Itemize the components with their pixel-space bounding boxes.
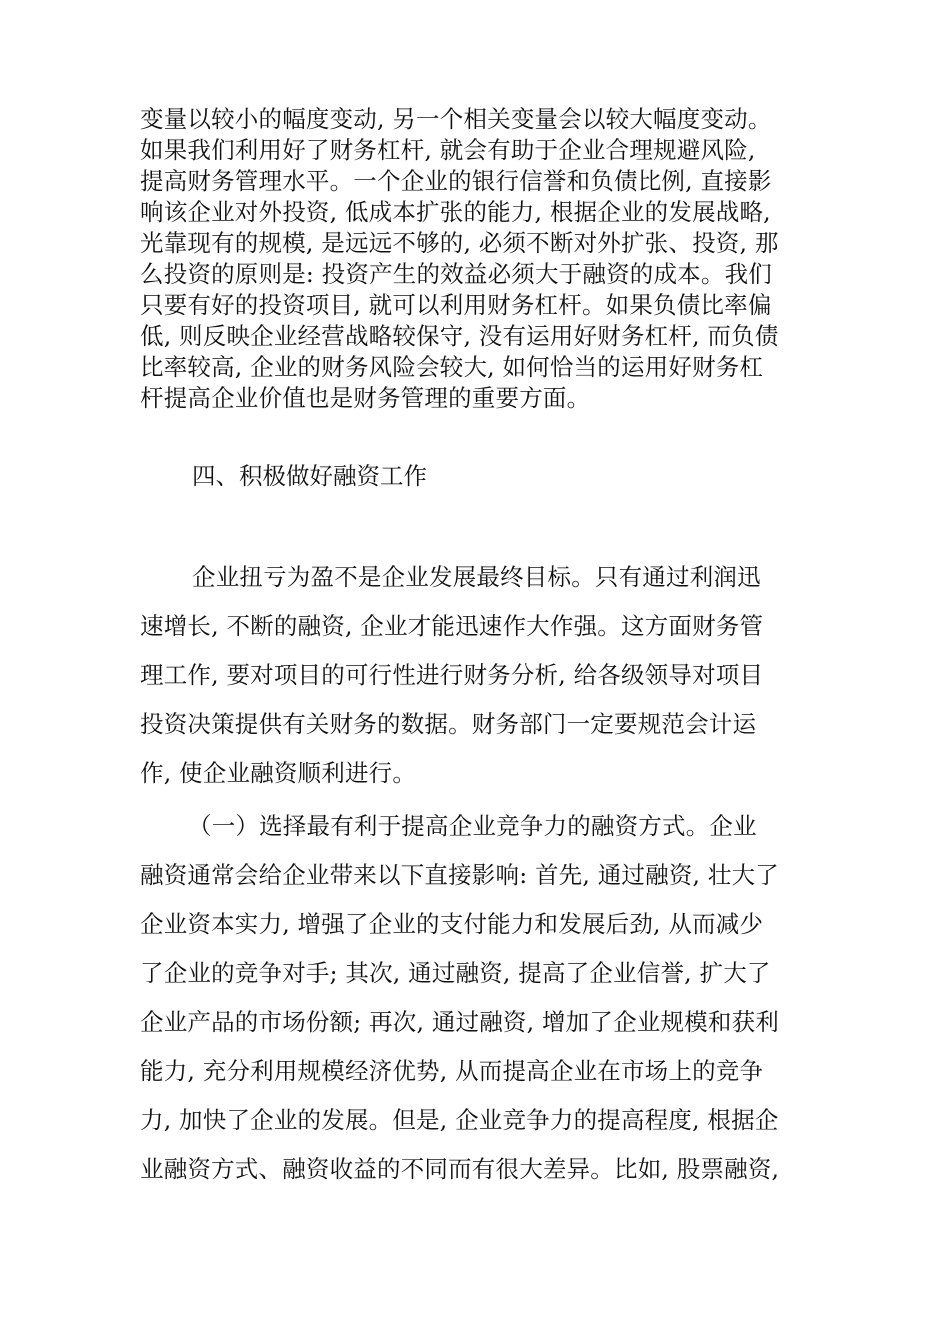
paragraph-line: （一）选择最有利于提高企业竞争力的融资方式。企业 <box>188 812 757 840</box>
paragraph-line: 如果我们利用好了财务杠杆, 就会有助于企业合理规避风险, <box>140 136 756 164</box>
paragraph-line: 只要有好的投资项目, 就可以利用财务杠杆。如果负债比率偏 <box>140 291 772 319</box>
paragraph-line: 理工作, 要对项目的可行性进行财务分析, 给各级领导对项目 <box>140 661 764 689</box>
paragraph-line: 响该企业对外投资, 低成本扩张的能力, 根据企业的发展战略, <box>140 198 771 226</box>
paragraph-line: 业融资方式、融资收益的不同而有很大差异。比如, 股票融资, <box>140 1155 780 1183</box>
paragraph-line: 比率较高, 企业的财务风险会较大, 如何恰当的运用好财务杠 <box>140 353 764 381</box>
paragraph-line: 光靠现有的规模, 是远远不够的, 必须不断对外扩张、投资, 那 <box>140 229 779 257</box>
paragraph-line: 作, 使企业融资顺利进行。 <box>140 759 417 787</box>
paragraph-line: 投资决策提供有关财务的数据。财务部门一定要规范会计运 <box>140 710 757 738</box>
paragraph-line: 么投资的原则是: 投资产生的效益必须大于融资的成本。我们 <box>140 260 772 288</box>
paragraph-line: 企业资本实力, 增强了企业的支付能力和发展后劲, 从而减少 <box>140 910 764 938</box>
paragraph-line: 企业产品的市场份额; 再次, 通过融资, 增加了企业规模和获利 <box>140 1008 779 1036</box>
section-heading: 四、积极做好融资工作 <box>192 462 427 490</box>
paragraph-line: 企业扭亏为盈不是企业发展最终目标。只有通过利润迅 <box>192 563 761 591</box>
paragraph-line: 变量以较小的幅度变动, 另一个相关变量会以较大幅度变动。 <box>140 105 772 133</box>
paragraph-line: 了企业的竞争对手; 其次, 通过融资, 提高了企业信誉, 扩大了 <box>140 959 771 987</box>
paragraph-line: 速增长, 不断的融资, 企业才能迅速作大作强。这方面财务管 <box>140 612 764 640</box>
paragraph-line: 融资通常会给企业带来以下直接影响: 首先, 通过融资, 壮大了 <box>140 861 779 889</box>
paragraph-line: 力, 加快了企业的发展。但是, 企业竞争力的提高程度, 根据企 <box>140 1106 779 1134</box>
paragraph-line: 杆提高企业价值也是财务管理的重要方面。 <box>140 384 591 412</box>
paragraph-line: 能力, 充分利用规模经济优势, 从而提高企业在市场上的竞争 <box>140 1057 764 1085</box>
paragraph-line: 低, 则反映企业经营战略较保守, 没有运用好财务杠杆, 而负债 <box>140 322 779 350</box>
paragraph-line: 提高财务管理水平。一个企业的银行信誉和负债比例, 直接影 <box>140 167 772 195</box>
